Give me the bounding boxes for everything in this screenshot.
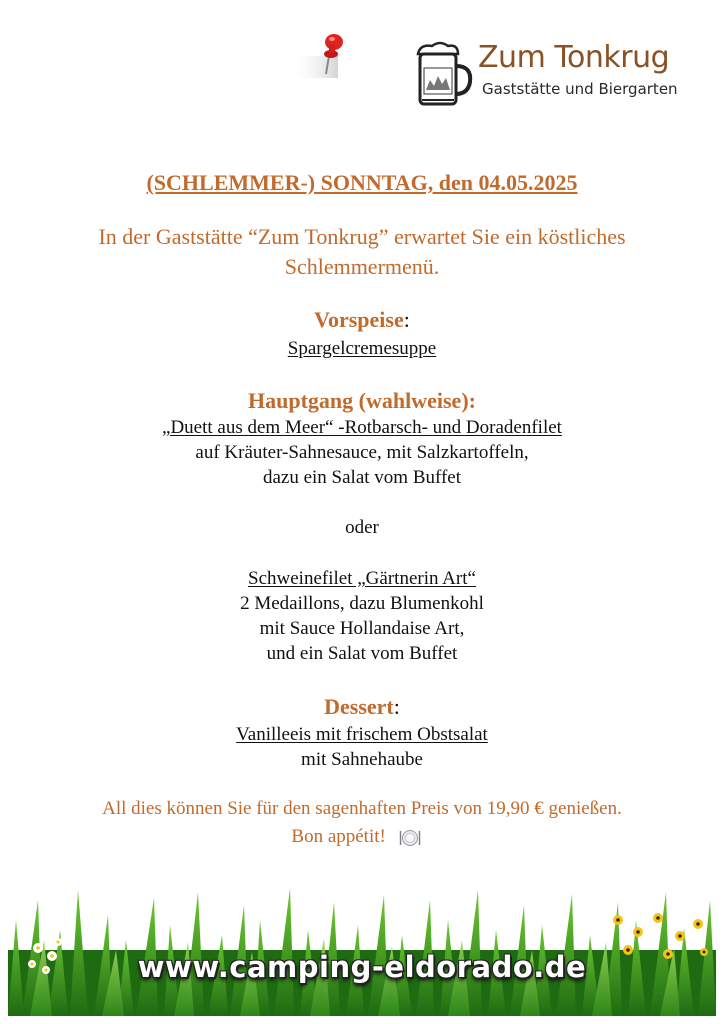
main-option-1-line-2: auf Kräuter-Sahnesauce, mit Salzkartoffeln, (195, 442, 529, 463)
intro-text (0, 222, 724, 282)
starter-colon: : (403, 307, 410, 332)
main-option-1-line-3: dazu ein Salat vom Buffet (262, 467, 462, 488)
dessert-title: Dessert (324, 694, 394, 719)
starter-heading (0, 307, 724, 333)
intro-line-2: Schlemmermenü. (284, 254, 440, 279)
main-option-2-line-3: mit Sauce Hollandaise Art, (259, 618, 465, 639)
price-line: All dies können Sie für den sagenhaften Preis von 19,90 € genießen. (102, 798, 622, 819)
main-option-2-line-4: und ein Salat vom Buffet (266, 643, 458, 664)
dessert-dish: Vanilleeis mit frischem Obstsalat (236, 724, 488, 745)
main-separator: oder (345, 517, 379, 538)
beer-mug-icon (412, 40, 474, 114)
main-option-1-name: „Duett aus dem Meer“ -Rotbarsch- und Doradenfilet (162, 417, 562, 438)
intro-line-1: In der Gaststätte “Zum Tonkrug” erwartet Sie ein köstliches (98, 224, 626, 249)
grass-banner (8, 880, 716, 1016)
plate-cutlery-icon (399, 828, 421, 848)
main-option-2-line-2: 2 Medaillons, dazu Blumenkohl (240, 593, 484, 614)
main-heading: Hauptgang (wahlweise): (248, 388, 476, 413)
dessert-line-2: mit Sahnehaube (301, 749, 423, 770)
website-url[interactable]: www.camping-eldorado.de (137, 950, 587, 984)
pushpin-icon (290, 30, 360, 80)
logo (412, 40, 692, 114)
starter-dish: Spargelcremesuppe (287, 338, 437, 359)
menu-date-heading: (SCHLEMMER-) SONNTAG, den 04.05.2025 (146, 170, 578, 195)
logo-subtitle: Gaststätte und Biergarten (482, 80, 678, 98)
bon-appetit-line (0, 826, 718, 848)
dessert-heading (0, 694, 724, 720)
main-option-2-name: Schweinefilet „Gärtnerin Art“ (248, 568, 476, 589)
starter-title: Vorspeise (314, 307, 404, 332)
bon-appetit-text: Bon appétit! (291, 826, 386, 847)
dessert-colon: : (393, 694, 400, 719)
logo-title: Zum Tonkrug (478, 40, 670, 75)
